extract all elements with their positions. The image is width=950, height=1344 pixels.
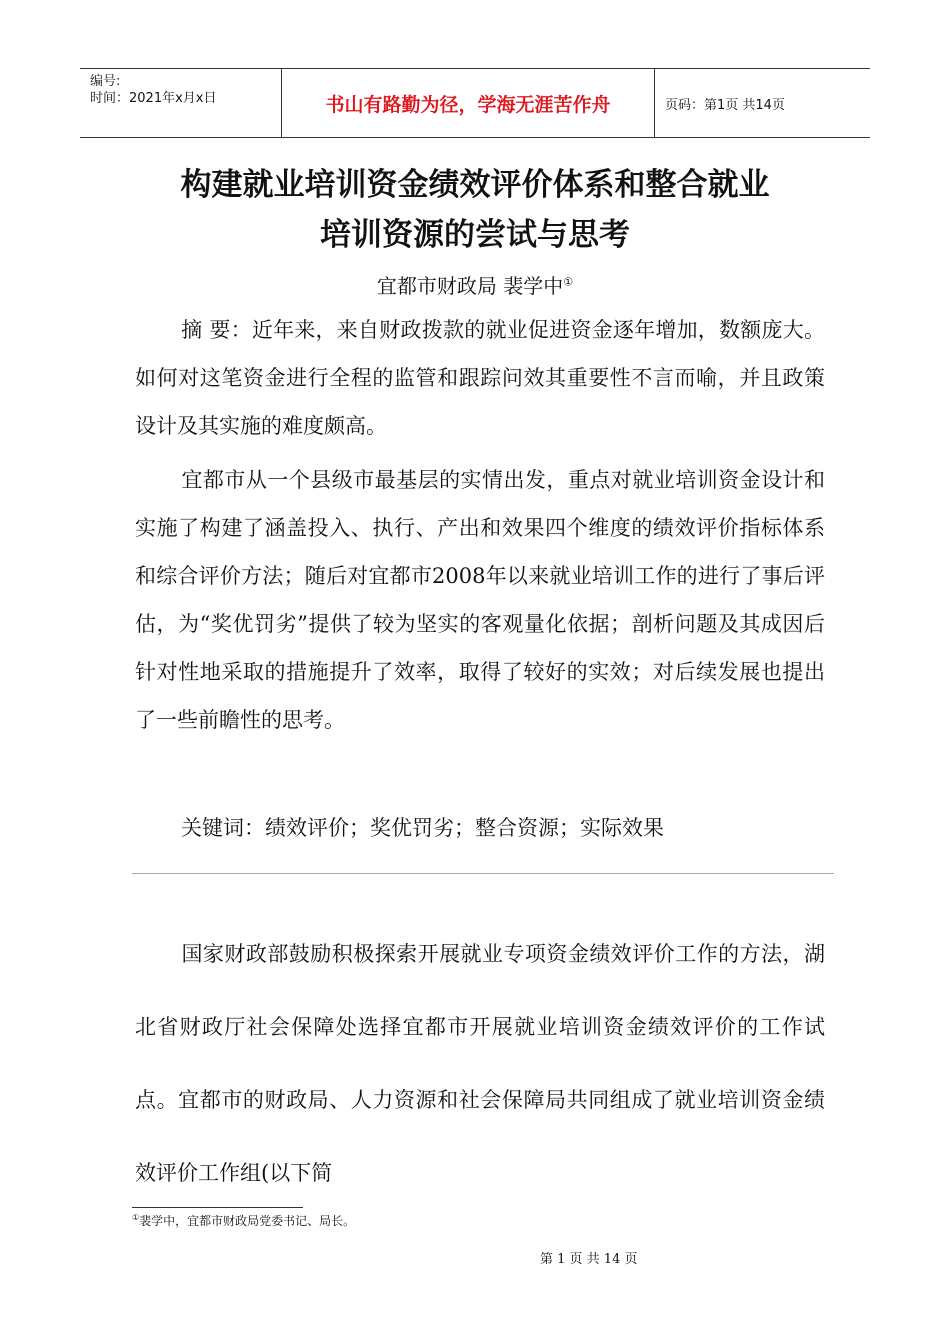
main-paragraph (135, 918, 825, 1210)
abstract-paragraph (135, 306, 825, 450)
keywords-text: 关键词：绩效评价；奖优罚劣；整合资源；实际效果 (181, 816, 664, 840)
header-motto: 书山有路勤为径，学海无涯苦作舟 (282, 69, 655, 137)
time-label: 时间：2021年x月x日 (90, 91, 217, 106)
summary-text: 宜都市从一个县级市最基层的实情出发，重点对就业培训资金设计和实施了构建了涵盖投入、执行、产出和效果四个维度的绩效评价指标体系和综合评价方法；随后对宜都市2008年以来就业培训工作的进行了事后评估，为“奖优罚劣”提供了较为坚实的客观量化依据；剖析问题及其成因后针对性地采取的措施提升了效率，取得了较好的实效；对后续发展也提出了一些前瞻性的思考。 (135, 468, 825, 732)
author-line (80, 270, 870, 299)
header-meta (80, 69, 282, 137)
main-text: 国家财政部鼓励积极探索开展就业专项资金绩效评价工作的方法，湖北省财政厅社会保障处选择宜都市开展就业培训资金绩效评价的工作试点。宜都市的财政局、人力资源和社会保障局共同组成了就业培训资金绩效评价工作组(以下简 (135, 942, 825, 1185)
author-text: 宜都市财政局 裴学中 (376, 274, 564, 298)
footnote-text: 裴学中，宜都市财政局党委书记、局长。 (139, 1214, 356, 1228)
summary-paragraph (135, 456, 825, 744)
page-number: 第 1 页 共 14 页 (540, 1252, 638, 1267)
number-label: 编号: (90, 74, 121, 89)
abstract-text: 摘 要：近年来，来自财政拨款的就业促进资金逐年增加，数额庞大。如何对这笔资金进行全程的监管和跟踪问效其重要性不言而喻，并且政策设计及其实施的难度颇高。 (135, 318, 825, 438)
header-page-info: 页码：第1页 共14页 (665, 97, 785, 113)
keywords-paragraph (135, 804, 825, 852)
footnote-divider (132, 1207, 303, 1208)
document-header (80, 68, 870, 138)
title-line-1: 构建就业培训资金绩效评价体系和整合就业 (180, 167, 770, 203)
footnote-mark: ① (132, 1213, 140, 1222)
author-footnote-mark: ① (563, 275, 574, 289)
footnote (132, 1212, 355, 1229)
section-divider (132, 873, 834, 874)
title-line-2: 培训资源的尝试与思考 (320, 217, 630, 253)
